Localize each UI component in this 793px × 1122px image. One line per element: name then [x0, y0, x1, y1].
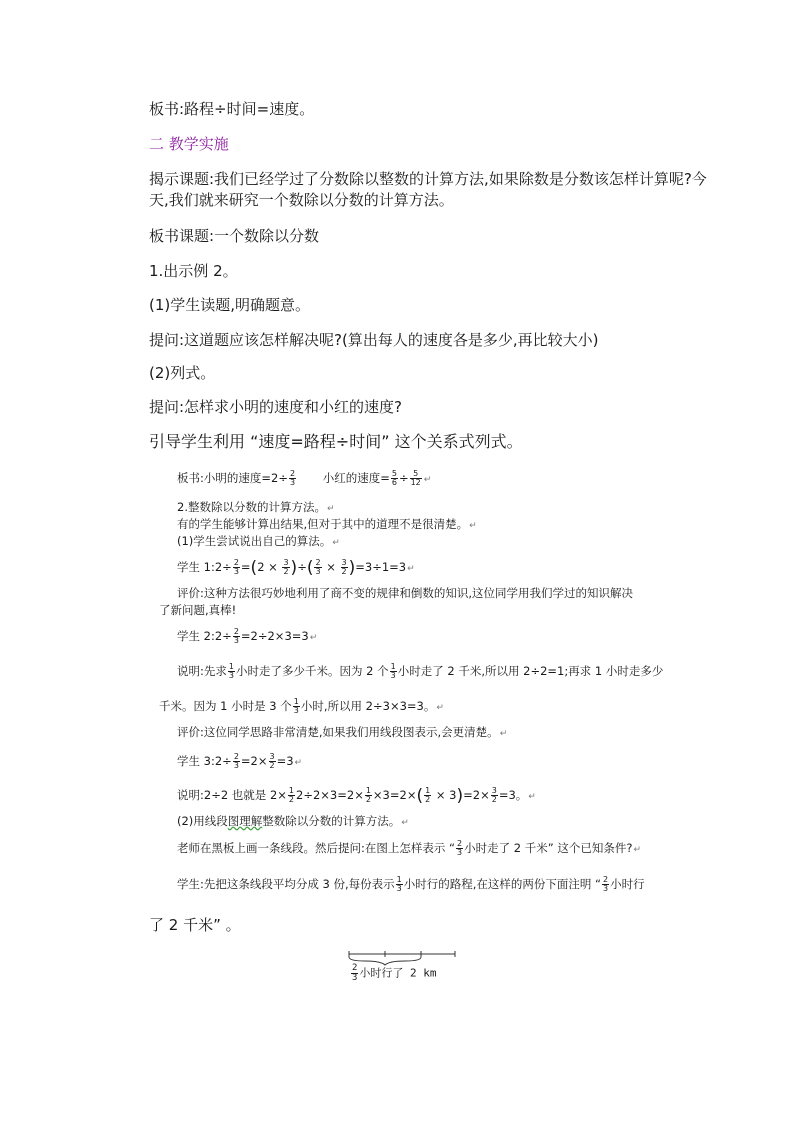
- student-3-solution: 学生 3:2÷ $\frac{2}{3}$ =2× $\frac{3}{2}$ =3↵: [177, 752, 303, 770]
- question-1: 提问:这道题应该怎样解决呢?(算出每人的速度各是多少,再比较大小): [149, 331, 599, 349]
- student-2-solution: 学生 2:2÷ $\frac{2}{3}$ =2÷2×3=3↵: [177, 627, 318, 645]
- step-1a: (1)学生读题,明确题意。: [149, 296, 311, 314]
- evaluation-1-line-2: 了新问题,真棒!: [159, 603, 237, 617]
- step-1: 1.出示例 2。: [149, 262, 238, 280]
- say-method: (1)学生尝试说出自己的算法。↵: [177, 534, 340, 548]
- fraction-5-6: $\frac{5}{6}$: [391, 469, 397, 487]
- explain-1-line-2: 千米。因为 1 小时是 3 个 $\frac{1}{3}$ 小时,所以用 2÷3×3=3。↵: [159, 697, 444, 715]
- evaluation-1-line-1: 评价:这种方法很巧妙地利用了商不变的规律和倒数的知识,这位同学用我们学过的知识解决: [177, 586, 634, 600]
- banshu-formula: 板书:路程÷时间=速度。: [149, 100, 315, 118]
- student-answer-line-2: 了 2 千米” 。: [149, 916, 241, 934]
- section-heading: 二 教学实施: [149, 135, 229, 153]
- banshu-2-part-a: 板书:小明的速度=2÷: [177, 471, 288, 485]
- some-students: 有的学生能够计算出结果,但对于其中的道理不是很清楚。↵: [177, 517, 477, 531]
- step-2: 2.整数除以分数的计算方法。↵: [177, 500, 335, 514]
- diagram-label: $\frac{2}{3}$ 小时行了 2 km: [352, 963, 437, 983]
- intro-line-1: 揭示课题:我们已经学过了分数除以整数的计算方法,如果除数是分数该怎样计算呢?今: [149, 170, 707, 188]
- banshu-2: 板书:小明的速度=2÷ $\frac{2}{3}$ 小红的速度= $\frac{5}{6}$ ÷ $\frac{5}{12}$ ↵: [177, 469, 432, 487]
- banshu-topic: 板书课题:一个数除以分数: [149, 227, 320, 245]
- guide-line: 引导学生利用 “速度=路程÷时间” 这个关系式列式。: [149, 432, 523, 451]
- teacher-question: 老师在黑板上画一条线段。然后提问:在图上怎样表示 “ $\frac{2}{3}$ 小时走了 2 千米” 这个已知条件?↵: [177, 839, 641, 857]
- step-1b: (2)列式。: [149, 364, 216, 382]
- step-2b: (2)用线段图理解整数除以分数的计算方法。↵: [177, 814, 409, 828]
- student-answer-line-1: 学生:先把这条线段平均分成 3 份,每份表示 $\frac{1}{3}$ 小时行的路程,在这样的两份下面注明 “ $\frac{2}{3}$ 小时行: [177, 875, 645, 893]
- question-2: 提问:怎样求小明的速度和小红的速度?: [149, 398, 403, 416]
- intro-line-2: 天,我们就来研究一个数除以分数的计算方法。: [149, 191, 454, 209]
- student-1-solution: 学生 1:2÷ $\frac{2}{3}$ =(2 × $\frac{3}{2}$ )÷( $\frac{2}{3}$ × $\frac{3}{2}$ )=3÷1=3↵: [177, 558, 415, 578]
- banshu-2-part-b: 小红的速度=: [322, 471, 390, 485]
- fraction-2-3: $\frac{2}{3}$: [289, 469, 296, 487]
- explain-2: 说明:2÷2 也就是 2× $\frac{1}{2}$ 2÷2×3=2× $\frac{1}{2}$ ×3=2×( $\frac{1}{2}$ × 3)=2× $\frac{3}{2}$ =3。↵: [177, 786, 536, 806]
- evaluation-2: 评价:这位同学思路非常清楚,如果我们用线段图表示,会更清楚。↵: [177, 725, 508, 739]
- fraction-5-12: $\frac{5}{12}$: [410, 469, 421, 487]
- explain-1-line-1: 说明:先求 $\frac{1}{3}$ 小时走了多少千米。因为 2 个 $\frac{1}{3}$ 小时走了 2 千米,所以用 2÷2=1;再求 1 小时走多少: [177, 662, 664, 680]
